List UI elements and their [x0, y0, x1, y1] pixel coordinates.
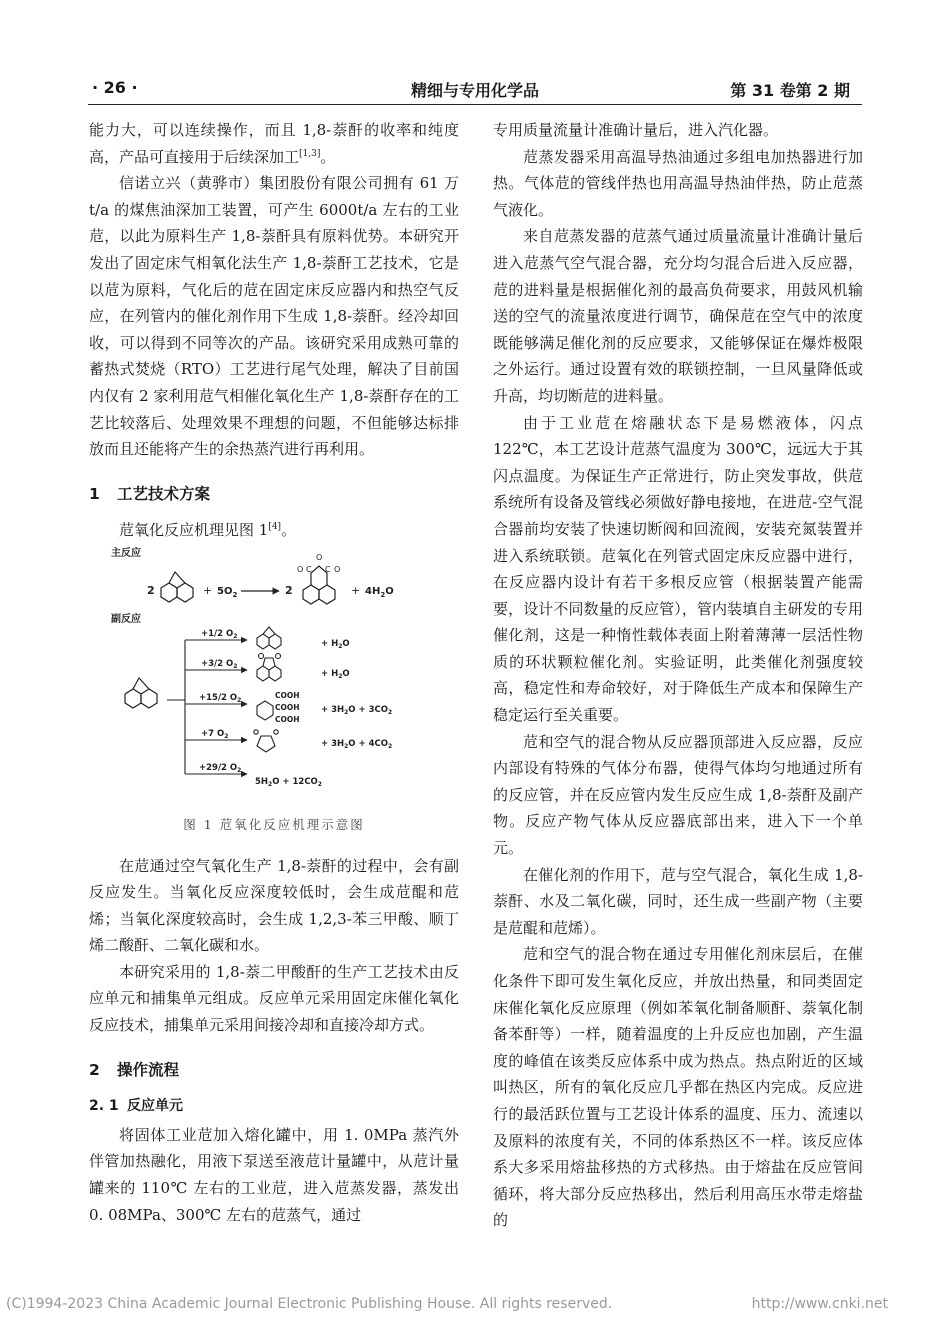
svg-text:COOH: COOH: [275, 702, 300, 712]
svg-text:4H2O: $4H_2O$: [365, 585, 394, 599]
paragraph: 苊蒸发器采用高温导热油通过多组电加热器进行加热。气体苊的管线伴热也用高温导热油伴热，防止苊蒸气液化。: [493, 147, 863, 219]
volume-issue: 第 31 卷第 2 期: [730, 81, 850, 100]
subsection-heading-2-1: 2. 1 反应单元: [89, 1098, 183, 1115]
running-header: [88, 74, 862, 105]
paragraph: 苊和空气的混合物从反应器顶部进入反应器，反应内部设有特殊的气体分布器，使得气体均匀地通过所有的反应管，并在反应管内发生反应生成 1,8-萘酐及副产物。反应产物气体从反应器底部出来，进入下一个单元。: [493, 732, 863, 858]
svg-text:O: O: [334, 564, 341, 574]
left-column: [89, 117, 459, 1228]
side-products: + $H_2O$: [321, 638, 350, 650]
svg-text:+: +: [351, 583, 361, 597]
figure-caption: 图 1 苊氧化反应机理示意图: [183, 816, 365, 832]
citation[interactable]: [4]: [268, 522, 282, 533]
naphthalic-anhydride-molecule: [297, 553, 340, 604]
copyright-notice: (C)1994-2023 China Academic Journal Electronic Publishing House. All rights reserved.: [6, 1296, 613, 1312]
page-number: · 26 ·: [92, 78, 138, 97]
journal-title: 精细与专用化学品: [410, 81, 539, 100]
acenaphthene-molecule: [161, 572, 193, 602]
section-heading-1: 1 工艺技术方案: [89, 484, 211, 503]
svg-text:C: C: [325, 564, 331, 574]
side-products: + $H_2O$: [321, 668, 350, 680]
reaction-mechanism-figure: [89, 546, 459, 808]
acenaphthylene-product: [257, 627, 281, 649]
benzenetricarboxylic-acid-product: [257, 701, 273, 720]
maleic-anhydride-product: [254, 730, 278, 752]
side-reaction-label: 副反应: [111, 613, 141, 625]
side-branch-lines: [167, 640, 185, 774]
paragraph: 来自苊蒸发器的苊蒸气通过质量流量计准确计量后进入苊蒸气空气混合器，充分均匀混合后进入反应器，苊的进料量是根据催化剂的最高负荷要求，用鼓风机输送的空气的流量浓度进行调节，确保苊在空气中的浓度既能够满足催化剂的反应要求，又能够保证在爆炸极限之外运行。通过设置有效的联锁控制，一旦风量降低或升高，均切断苊的进料量。: [493, 227, 863, 405]
paragraph: 苊和空气的混合物在通过专用催化剂床层后，在催化条件下即可发生氧化反应，并放出热量，和同类固定床催化氧化反应原理（例如苯氧化制备顺酐、萘氧化制备苯酐等）一样，随着温度的上升反应也加剧，产生温度的峰值在该类反应体系中成为热点。热点附近的区域叫热区，所有的氧化反应几乎都在热区内完成。反应进行的最活跃位置与工艺设计体系的温度、压力、流速以及原料的浓度有关，不同的体系热区不一样。该反应体系大多采用熔盐移热的方式移热。由于熔盐在反应管间循环，将大部分反应热移出，然后利用高压水带走熔盐的: [493, 945, 863, 1230]
svg-text:C: C: [306, 564, 312, 574]
paragraph: 由于工业苊在熔融状态下是易燃液体，闪点 122℃，本工艺设计苊蒸气温度为 300℃，远远大于其闪点温度。为保证生产正常进行，防止突发事故，供苊系统所有设备及管线必须做好静电接地，在进苊-空气混合器前均安装了快速切断阀和回流阀，安装充氮装置并进入系统联锁。苊氧化在列管式固定床反应器中进行，在反应器内设计有若干多根反应管（根据装置产能需要，设计不同数量的反应管），管内装填自主研发的专用催化剂，这是一种惰性载体表面上附着薄薄一层活性物质的环状颗粒催化剂。实验证明，此类催化剂强度较高，稳定性和寿命较好，对于降低生产成本和保障生产稳定运行至关重要。: [493, 413, 863, 725]
page-footer: [0, 1296, 950, 1318]
side-reagent: +29/2 $O_2$: [199, 762, 242, 774]
svg-text:O: O: [316, 552, 323, 562]
svg-text:+: +: [203, 583, 213, 597]
side-products: + $3H_2O + 4CO_2$: [321, 738, 393, 750]
acenaphthenequinone-product: [257, 653, 281, 681]
side-products: $5H_2O + 12CO_2$: [255, 776, 322, 788]
citation[interactable]: [1,3]: [299, 148, 321, 159]
section-heading-2: 2 操作流程: [89, 1060, 180, 1079]
paragraph: 在苊通过空气氧化生产 1,8-萘酐的过程中，会有副反应发生。当氧化反应深度较低时，会生成苊醌和苊烯；当氧化深度较高时，会生成 1,2,3-苯三甲酸、顺丁烯二酸酐、二氧化碳和水。: [89, 856, 459, 955]
svg-text:2: 2: [147, 583, 155, 597]
paragraph: 在催化剂的作用下，苊与空气混合，氧化生成 1,8-萘酐、水及二氧化碳，同时，还生成一些副产物（主要是苊醌和苊烯）。: [493, 865, 863, 937]
site-link[interactable]: http://www.cnki.net: [751, 1296, 888, 1312]
main-reaction-label: 主反应: [111, 547, 141, 559]
svg-text:COOH: COOH: [275, 690, 300, 700]
side-reagent: +1/2 $O_2$: [201, 628, 238, 640]
figure-intro: 苊氧化反应机理见图 1[4]。: [119, 521, 297, 540]
paragraph: 将固体工业苊加入熔化罐中，用 1. 0MPa 蒸汽外伴管加热融化，用液下泵送至液苊计量罐中，从苊计量罐来的 110℃ 左右的工业苊，进入苊蒸发器，蒸发出 0. 08MPa、300℃ 左右的苊蒸气，通过: [89, 1125, 459, 1224]
svg-text:2: 2: [285, 583, 293, 597]
svg-text:5O2: $5O_2$: [217, 585, 238, 599]
side-reagent: +7 $O_2$: [201, 728, 229, 740]
paragraph: 专用质量流量计准确计量后，进入汽化器。: [493, 121, 779, 139]
paragraph: 信诺立兴（黄骅市）集团股份有限公司拥有 61 万 t/a 的煤焦油深加工装置，可产生 6000t/a 左右的工业苊，以此为原料生产 1,8-萘酐具有原料优势。本研究开发出了固定床气相氧化法生产 1,8-萘酐工艺技术，它是以苊为原料，气化后的苊在固定床反应器内和热空气反应，在列管内的催化剂作用下生成 1,8-萘酐。经冷却回收，可以得到不同等次的产品。该研究采用成熟可靠的蓄热式焚烧（RTO）工艺进行尾气处理，解决了目前国内仅有 2 家利用苊气相催化氧化生产 1,8-萘酐存在的工艺比较落后、处理效果不理想的问题，不但能够达标排放而且还能将产生的余热蒸汽进行再利用。: [89, 174, 459, 459]
paragraph: 本研究采用的 1,8-萘二甲酸酐的生产工艺技术由反应单元和捕集单元组成。反应单元采用固定床催化氧化反应技术，捕集单元采用间接冷却和直接冷却方式。: [89, 962, 459, 1035]
side-products: + $3H_2O + 3CO_2$: [321, 704, 393, 716]
side-reagent: +3/2 $O_2$: [201, 658, 238, 670]
paragraph: 能力大，可以连续操作，而且 1,8-萘酐的收率和纯度高，产品可直接用于后续深加工[1,3]。: [89, 121, 459, 166]
svg-text:O: O: [297, 564, 304, 574]
side-reagent: +15/2 $O_2$: [199, 692, 242, 704]
acenaphthene-reactant: [125, 678, 157, 708]
svg-text:COOH: COOH: [275, 714, 300, 724]
right-column: [493, 117, 863, 1234]
